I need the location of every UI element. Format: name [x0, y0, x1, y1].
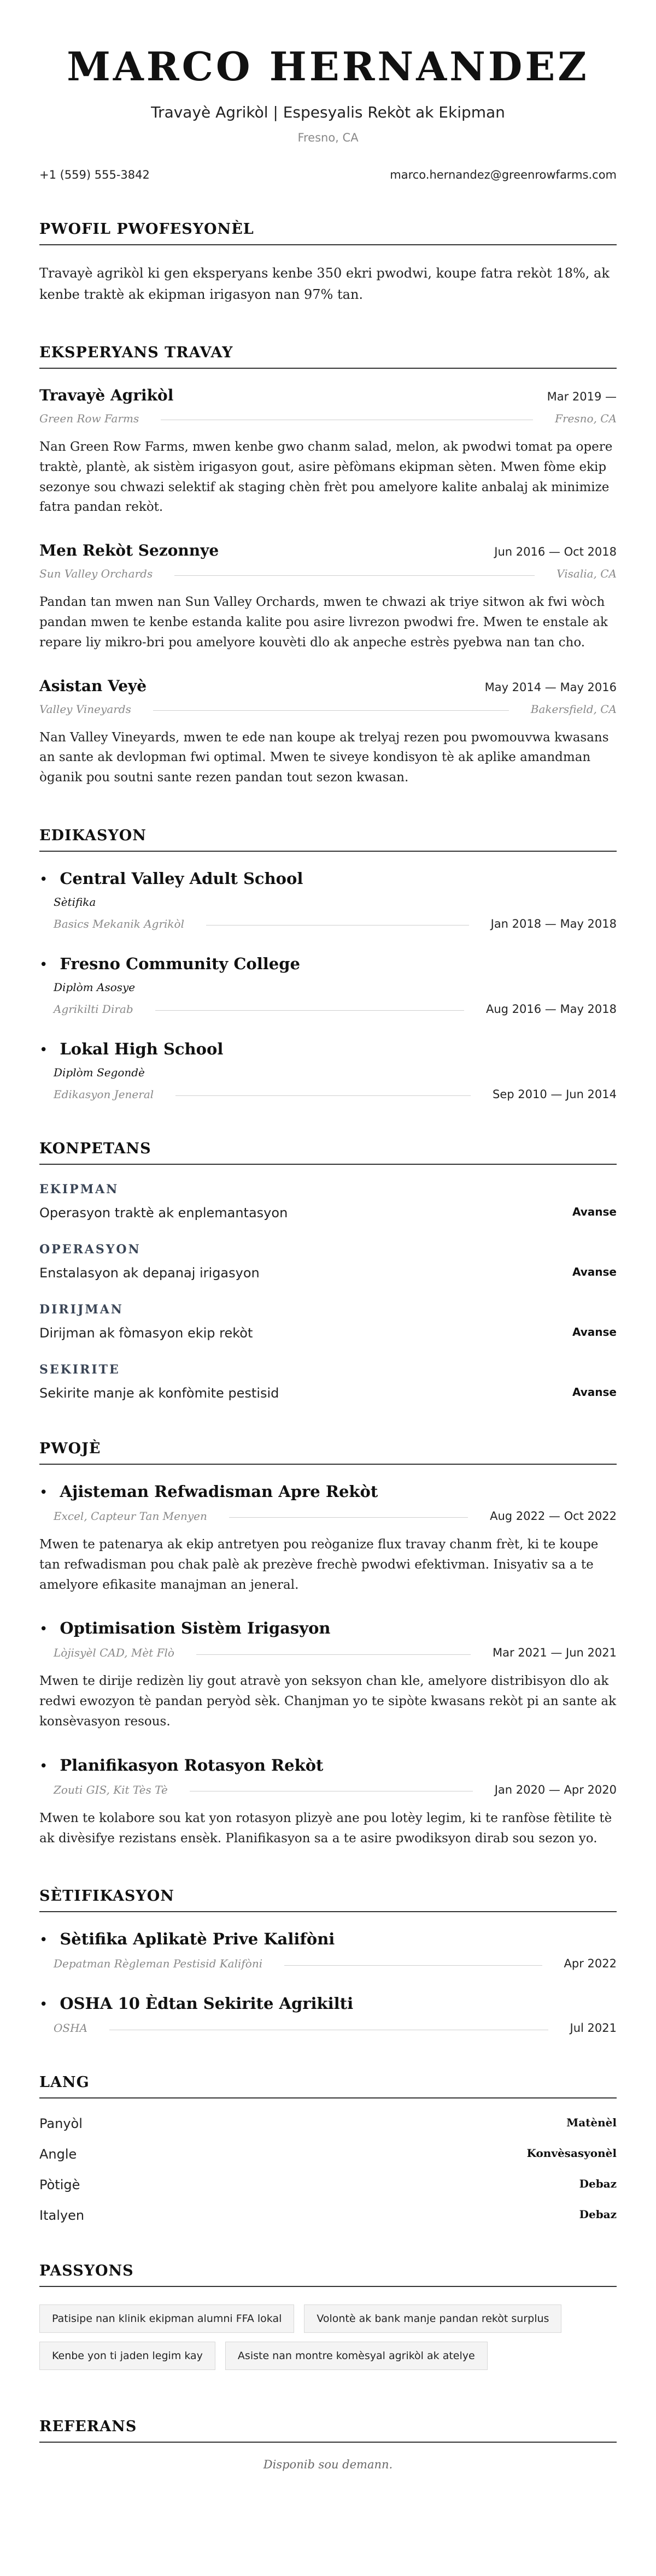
field-of-study: Edikasyon Jeneral: [54, 1087, 154, 1101]
interests-section: [39, 2262, 617, 2379]
skill-level: Avanse: [572, 1325, 617, 1339]
certification-issuer: OSHA: [54, 2021, 87, 2035]
project-name: Planifikasyon Rotasyon Rekòt: [60, 1755, 324, 1775]
references-note: Disponib sou demann.: [263, 2458, 393, 2472]
profile-summary: Travayè agrikòl ki gen eksperyans kenbe 350 ekri pwodwi, koupe fatra rekòt 18%, ak kenbe traktè ak ekipman irigasyon nan 97% tan.: [39, 266, 610, 302]
project-entry: [39, 1619, 617, 1731]
skill-name: Enstalasyon ak depanaj irigasyon: [39, 1265, 260, 1281]
resume-header: [39, 45, 617, 181]
language-level: Debaz: [579, 2177, 617, 2191]
certification-name: Sètifika Aplikatè Prive Kalifòni: [60, 1930, 335, 1949]
certification-entry: [39, 1930, 617, 1970]
leader-line: [229, 1517, 468, 1518]
skill-name: Operasyon traktè ak enplemantasyon: [39, 1205, 288, 1221]
language-level: Debaz: [579, 2208, 617, 2221]
section-title-languages: LANG: [39, 2074, 617, 2098]
education-entry: [39, 1040, 617, 1101]
project-name: Ajisteman Refwadisman Apre Rekòt: [60, 1482, 378, 1501]
bullet-icon: •: [39, 1758, 48, 1775]
job-dates: May 2014 — May 2016: [484, 680, 617, 694]
candidate-name: MARCO HERNANDEZ: [67, 43, 589, 90]
section-title-education: EDIKASYON: [39, 827, 617, 852]
job-title: Travayè Agrikòl: [39, 386, 174, 404]
job-title: Asistan Veyè: [39, 676, 147, 695]
section-title-experience: EKSPERYANS TRAVAY: [39, 344, 617, 369]
interest-tags: [39, 2304, 617, 2379]
certification-date: Apr 2022: [564, 1957, 617, 1971]
job-company: Valley Vineyards: [39, 702, 131, 716]
school-name: Lokal High School: [60, 1039, 224, 1058]
email-address[interactable]: marco.hernandez@greenrowfarms.com: [390, 168, 617, 182]
project-dates: Aug 2022 — Oct 2022: [490, 1509, 617, 1523]
profile-section: [39, 221, 617, 305]
certification-date: Jul 2021: [570, 2021, 617, 2035]
job-entry: [39, 677, 617, 788]
project-name: Optimisation Sistèm Irigasyon: [60, 1619, 331, 1638]
language-level: Matènèl: [566, 2116, 617, 2130]
school-name: Central Valley Adult School: [60, 869, 303, 888]
education-entry: [39, 954, 617, 1016]
skill-category: OPERASYON: [39, 1242, 141, 1257]
school-name: Fresno Community College: [60, 954, 300, 973]
section-title-profile: PWOFIL PWOFESYONÈL: [39, 221, 617, 245]
skill-level: Avanse: [572, 1385, 617, 1399]
education-dates: Aug 2016 — May 2018: [485, 1002, 617, 1016]
skill-group: [39, 1302, 617, 1341]
skill-name: Dirijman ak fòmasyon ekip rekòt: [39, 1325, 253, 1341]
language-name: Angle: [39, 2147, 77, 2162]
job-description: Pandan tan mwen nan Sun Valley Orchards, mwen te chwazi ak triye sitwon ak fwi wòch pandan mwen te kenbe estanda kalite pou asire livrezon pwodwi fre. Mwen te enstale ak repare liy mikro-bri pou amelyore kouvèti dlo ak anpeche estrès pyebwa nan tan cho.: [39, 595, 608, 650]
skills-section: [39, 1140, 617, 1401]
job-location: Bakersfield, CA: [530, 702, 617, 716]
skill-level: Avanse: [572, 1205, 617, 1218]
skill-group: [39, 1182, 617, 1221]
interest-tag: Patisipe nan klinik ekipman alumni FFA lokal: [39, 2304, 294, 2333]
job-title: Men Rekòt Sezonnye: [39, 541, 219, 560]
language-level: Konvèsasyonèl: [526, 2147, 617, 2160]
bullet-icon: •: [39, 1621, 48, 1638]
certification-name: OSHA 10 Èdtan Sekirite Agrikilti: [60, 1994, 354, 2013]
job-dates: Jun 2016 — Oct 2018: [494, 545, 617, 559]
skill-group: [39, 1363, 617, 1401]
section-title-certifications: SÈTIFIKASYON: [39, 1888, 617, 1912]
project-description: Mwen te kolabore sou kat yon rotasyon plizyè ane pou lotèy legim, ki te ranfòse fètilite tè ak divèsifye rezistans ensèk. Planifikasyon sa a te asire pwodiksyon dirab sou sezon yo.: [39, 1811, 612, 1846]
skill-category: SEKIRITE: [39, 1362, 120, 1377]
language-name: Italyen: [39, 2208, 85, 2224]
degree-name: Diplòm Segondè: [54, 1065, 145, 1079]
project-tools: Lòjisyèl CAD, Mèt Flò: [54, 1646, 174, 1660]
language-row: [39, 2116, 617, 2131]
job-entry: [39, 541, 617, 652]
leader-line: [196, 1654, 471, 1655]
projects-section: [39, 1440, 617, 1848]
section-title-projects: PWOJÈ: [39, 1440, 617, 1465]
section-title-references: REFERANS: [39, 2418, 617, 2443]
project-entry: [39, 1482, 617, 1595]
job-company: Sun Valley Orchards: [39, 567, 153, 581]
skill-level: Avanse: [572, 1265, 617, 1278]
field-of-study: Agrikilti Dirab: [54, 1002, 133, 1016]
project-dates: Mar 2021 — Jun 2021: [492, 1646, 617, 1660]
certification-issuer: Depatman Règleman Pestisid Kalifòni: [54, 1957, 263, 1971]
job-dates: Mar 2019 —: [547, 390, 617, 403]
skill-group: [39, 1242, 617, 1281]
interest-tag: Kenbe yon ti jaden legim kay: [39, 2342, 215, 2370]
job-description: Nan Green Row Farms, mwen kenbe gwo chanm salad, melon, ak pwodwi tomat pa opere traktè, plantè, ak sistèm irigasyon gout, asire pèfòmans ekipman sèten. Mwen fòme ekip sezonye sou chwazi selektif ak staging chèn frèt pou amelyore kalite anbalaj ak minimize fatra pandan rekòt.: [39, 439, 613, 515]
project-entry: [39, 1756, 617, 1849]
job-company: Green Row Farms: [39, 411, 139, 425]
project-tools: Excel, Capteur Tan Menyen: [54, 1509, 207, 1523]
candidate-location: Fresno, CA: [297, 131, 359, 145]
contact-row: [39, 168, 617, 181]
education-entry: [39, 869, 617, 930]
project-dates: Jan 2020 — Apr 2020: [494, 1783, 617, 1796]
field-of-study: Basics Mekanik Agrikòl: [54, 917, 184, 930]
job-location: Fresno, CA: [555, 411, 617, 425]
certification-entry: [39, 1994, 617, 2035]
language-row: [39, 2147, 617, 2162]
bullet-icon: •: [39, 956, 48, 973]
skill-category: EKIPMAN: [39, 1182, 119, 1196]
leader-line: [155, 1010, 464, 1011]
job-location: Visalia, CA: [557, 567, 617, 581]
language-name: Panyòl: [39, 2116, 83, 2132]
bullet-icon: •: [39, 1932, 48, 1949]
job-description: Nan Valley Vineyards, mwen te ede nan koupe ak trelyaj rezen pou pwomouvwa kwasans an sante ak devlopman fwi optimal. Mwen te siveye kondisyon tè ak aplike amandman òganik pou soutni sante rezen pandan tout sezon kwasan.: [39, 730, 609, 785]
education-dates: Sep 2010 — Jun 2014: [493, 1087, 617, 1101]
leader-line: [174, 575, 535, 576]
skill-name: Sekirite manje ak konfòmite pestisid: [39, 1385, 279, 1401]
bullet-icon: •: [39, 1996, 48, 2013]
leader-line: [284, 1965, 542, 1966]
bullet-icon: •: [39, 1484, 48, 1501]
leader-line: [206, 925, 469, 926]
leader-line: [153, 710, 509, 711]
language-name: Pòtigè: [39, 2177, 80, 2193]
language-row: [39, 2177, 617, 2192]
languages-section: [39, 2074, 617, 2223]
phone-number[interactable]: +1 (559) 555-3842: [39, 168, 150, 182]
experience-section: [39, 344, 617, 788]
degree-name: Diplòm Asosye: [54, 980, 136, 994]
bullet-icon: •: [39, 1041, 48, 1058]
leader-line: [175, 1095, 471, 1096]
skill-category: DIRIJMAN: [39, 1302, 124, 1317]
education-dates: Jan 2018 — May 2018: [490, 917, 617, 930]
project-description: Mwen te patenarya ak ekip antretyen pou reòganize flux travay chanm frèt, ki te koupe tan refwadisman pou chak palè ak prezève frechè pwodwi efektivman. Inisyativ sa a te amelyore efikasite manajman an jeneral.: [39, 1537, 599, 1592]
references-section: [39, 2418, 617, 2471]
project-tools: Zouti GIS, Kit Tès Tè: [54, 1783, 168, 1796]
interest-tag: Volontè ak bank manje pandan rekòt surplus: [304, 2304, 561, 2333]
interest-tag: Asiste nan montre komèsyal agrikòl ak atelye: [225, 2342, 488, 2370]
section-title-skills: KONPETANS: [39, 1140, 617, 1165]
bullet-icon: •: [39, 871, 48, 888]
job-entry: [39, 386, 617, 517]
certifications-section: [39, 1888, 617, 2035]
education-section: [39, 827, 617, 1101]
project-description: Mwen te dirije redizèn liy gout atravè yon seksyon chan kle, amelyore distribisyon dlo ak redwi ewozyon tè pandan peryòd sèk. Chanjman yo te sipòte kwasans rekòt pi an sante ak konsèvasyon resous.: [39, 1674, 617, 1729]
section-title-interests: PASSYONS: [39, 2262, 617, 2287]
degree-name: Sètifika: [54, 895, 96, 909]
candidate-tagline: Travayè Agrikòl | Espesyalis Rekòt ak Ekipman: [151, 103, 505, 122]
language-row: [39, 2208, 617, 2223]
